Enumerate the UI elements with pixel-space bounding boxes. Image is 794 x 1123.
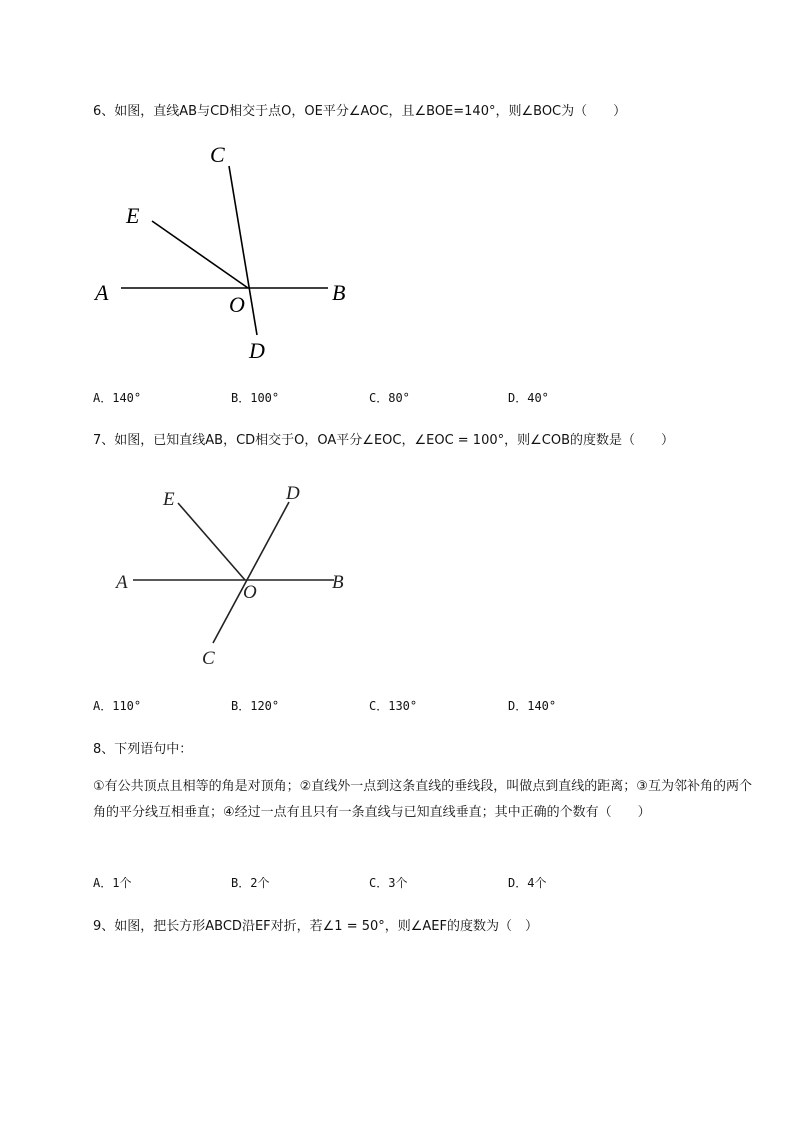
question-7-text: 7、如图，已知直线AB，CD相交于O，OA平分∠EOC，∠EOC = 100°，则∠COB的度数是（ ） xyxy=(93,433,675,448)
q8-option-b: B．2个 xyxy=(231,876,270,890)
label-d: D xyxy=(249,338,265,363)
label-b: B xyxy=(332,572,344,593)
q8-option-a: A．1个 xyxy=(93,876,132,890)
q7-option-d: D．140° xyxy=(508,699,557,713)
label-o: O xyxy=(229,292,245,317)
label-b: B xyxy=(332,280,346,305)
q6-option-a: A．140° xyxy=(93,391,142,405)
label-c: C xyxy=(210,142,225,167)
q7-option-a: A．110° xyxy=(93,699,142,713)
q7-option-c: C．130° xyxy=(369,699,418,713)
question-9-text: 9、如图，把长方形ABCD沿EF对折，若∠1 = 50°，则∠AEF的度数为（ ） xyxy=(93,919,538,934)
label-e: E xyxy=(163,489,175,510)
question-6-text: 6、如图，直线AB与CD相交于点O，OE平分∠AOC，且∠BOE=140°，则∠BOC为（ ） xyxy=(93,104,627,119)
q6-option-c: C．80° xyxy=(369,391,410,405)
q6-option-d: D．40° xyxy=(508,391,549,405)
label-c: C xyxy=(202,648,215,669)
q7-option-b: B．120° xyxy=(231,699,280,713)
q8-option-c: C．3个 xyxy=(369,876,408,890)
line-cd xyxy=(213,502,289,643)
label-a: A xyxy=(116,572,128,593)
question-8-title: 8、下列语句中： xyxy=(93,742,193,757)
q8-option-d: D．4个 xyxy=(508,876,547,890)
question-8-body: ①有公共顶点且相等的角是对顶角；②直线外一点到这条直线的垂线段，叫做点到直线的距离；③互为邻补角的两个角的平分线互相垂直；④经过一点有且只有一条直线与已知直线垂直；其中正确的个数有（ ） xyxy=(93,779,752,820)
q6-option-b: B．100° xyxy=(231,391,280,405)
label-e: E xyxy=(126,203,140,228)
label-o: O xyxy=(243,582,257,603)
label-d: D xyxy=(286,483,300,504)
ray-oe xyxy=(178,503,245,580)
label-a: A xyxy=(95,280,109,305)
